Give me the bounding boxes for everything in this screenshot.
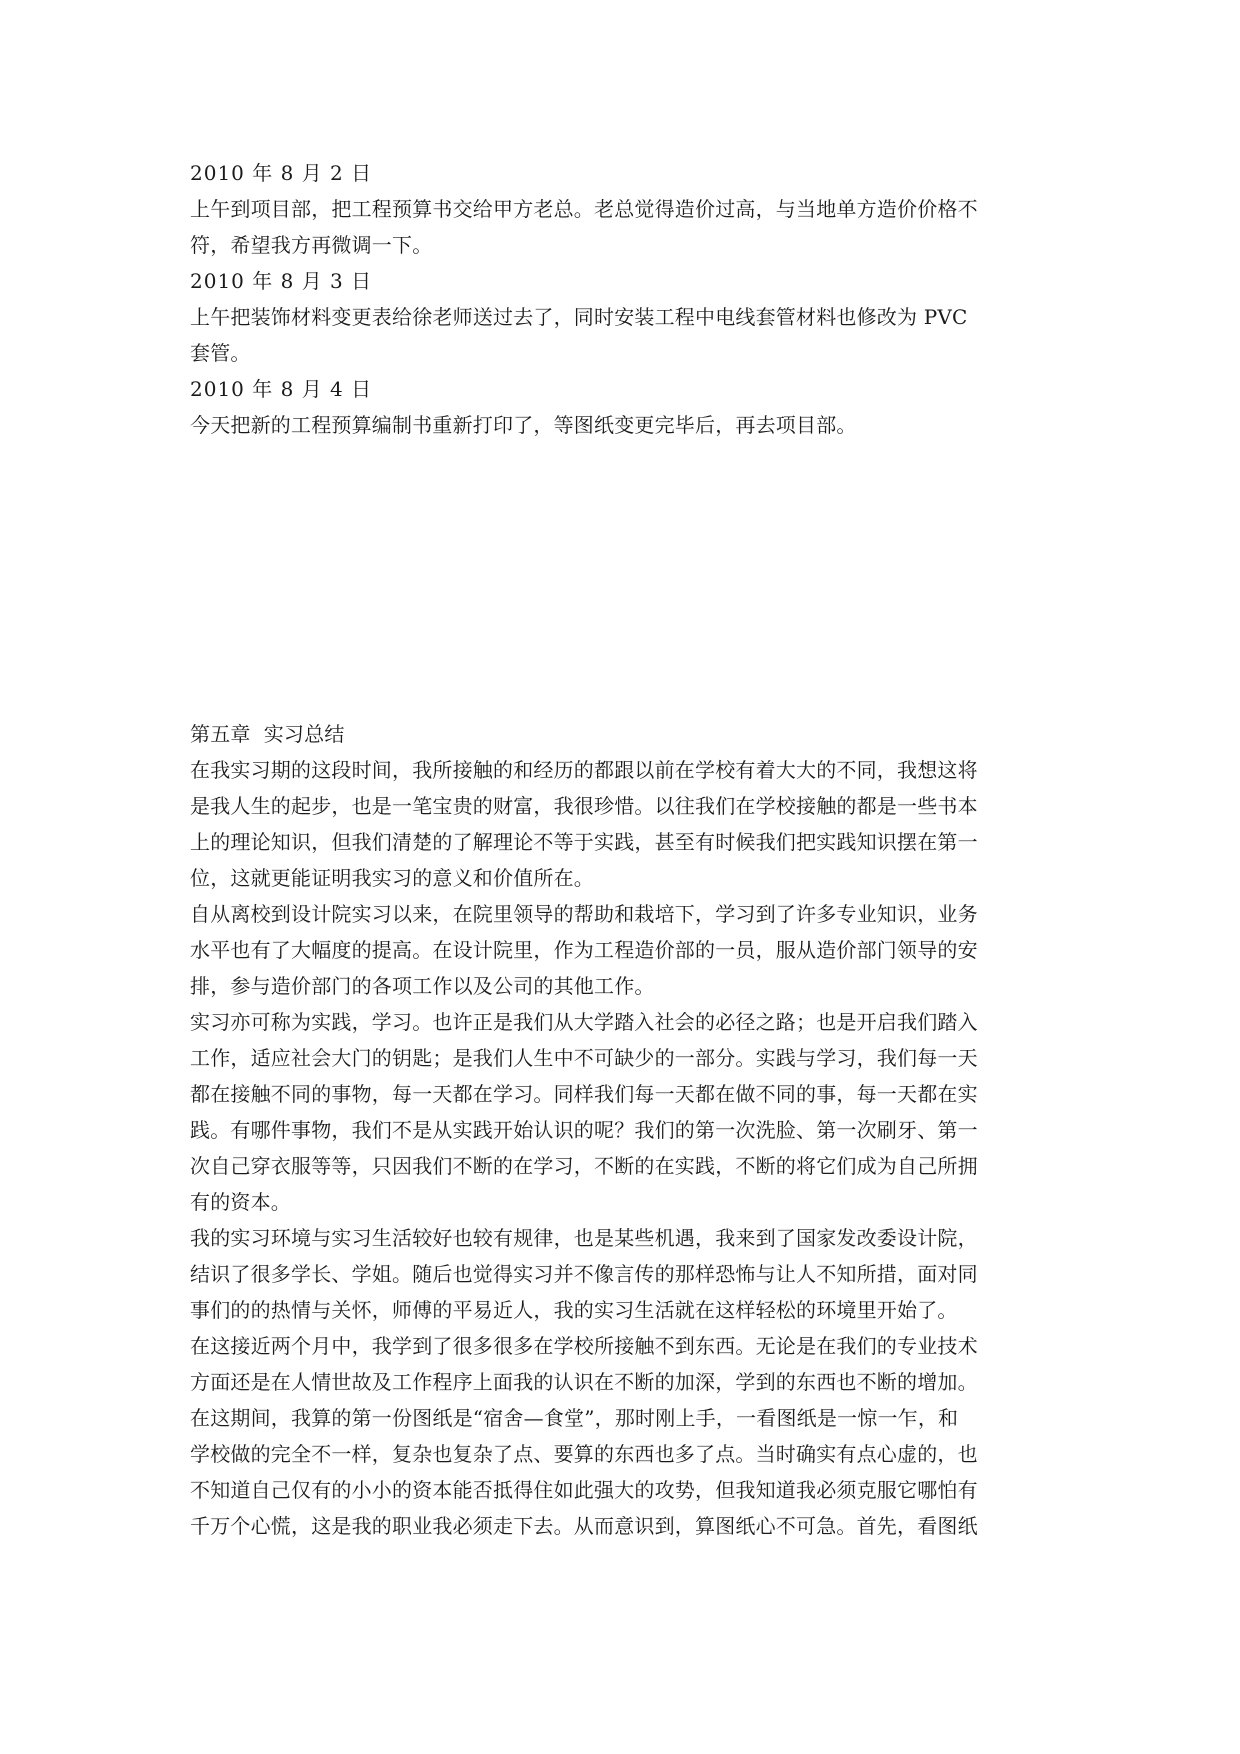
chapter-title: 第五章 实习总结	[190, 722, 345, 746]
paragraph-line: 千万个心慌，这是我的职业我必须走下去。从而意识到，算图纸心不可急。首先，看图纸	[190, 1514, 978, 1538]
paragraph-line: 事们的的热情与关怀，师傅的平易近人，我的实习生活就在这样轻松的环境里开始了。	[190, 1298, 958, 1322]
chapter-section	[190, 716, 1050, 1544]
paragraph-line: 学校做的完全不一样，复杂也复杂了点、要算的东西也多了点。当时确实有点心虚的，也	[190, 1442, 978, 1466]
paragraph-line: 在这期间，我算的第一份图纸是“宿舍—食堂”，那时刚上手，一看图纸是一惊一乍，和	[190, 1406, 959, 1430]
paragraph-line: 工作，适应社会大门的钥匙；是我们人生中不可缺少的一部分。实践与学习，我们每一天	[190, 1046, 978, 1070]
paragraph-line: 有的资本。	[190, 1190, 291, 1214]
paragraph-line: 践。有哪件事物，我们不是从实践开始认识的呢？我们的第一次洗脸、第一次刷牙、第一	[190, 1118, 978, 1142]
diary-date: 2010 年 8 月 4 日	[190, 377, 373, 401]
diary-date: 2010 年 8 月 2 日	[190, 161, 373, 185]
paragraph-line: 我的实习环境与实习生活较好也较有规律，也是某些机遇，我来到了国家发改委设计院，	[190, 1226, 978, 1250]
diary-section	[190, 155, 1050, 443]
diary-text-line: 上午到项目部，把工程预算书交给甲方老总。老总觉得造价过高，与当地单方造价价格不	[190, 197, 978, 221]
paragraph-line: 在我实习期的这段时间，我所接触的和经历的都跟以前在学校有着大大的不同，我想这将	[190, 758, 978, 782]
diary-date: 2010 年 8 月 3 日	[190, 269, 373, 293]
paragraph-line: 水平也有了大幅度的提高。在设计院里，作为工程造价部的一员，服从造价部门领导的安	[190, 938, 978, 962]
paragraph-line: 位，这就更能证明我实习的意义和价值所在。	[190, 866, 594, 890]
paragraph-line: 次自己穿衣服等等，只因我们不断的在学习，不断的在实践，不断的将它们成为自己所拥	[190, 1154, 978, 1178]
diary-text-line: 符，希望我方再微调一下。	[190, 233, 433, 257]
paragraph-line: 在这接近两个月中，我学到了很多很多在学校所接触不到东西。无论是在我们的专业技术	[190, 1334, 978, 1358]
paragraph-line: 方面还是在人情世故及工作程序上面我的认识在不断的加深，学到的东西也不断的增加。	[190, 1370, 978, 1394]
paragraph-line: 自从离校到设计院实习以来，在院里领导的帮助和栽培下，学习到了许多专业知识，业务	[190, 902, 978, 926]
paragraph-line: 是我人生的起步，也是一笔宝贵的财富，我很珍惜。以往我们在学校接触的都是一些书本	[190, 794, 978, 818]
paragraph-line: 都在接触不同的事物，每一天都在学习。同样我们每一天都在做不同的事，每一天都在实	[190, 1082, 978, 1106]
paragraph-line: 上的理论知识，但我们清楚的了解理论不等于实践，甚至有时候我们把实践知识摆在第一	[190, 830, 978, 854]
paragraph-line: 排，参与造价部门的各项工作以及公司的其他工作。	[190, 974, 655, 998]
diary-text-line: 今天把新的工程预算编制书重新打印了，等图纸变更完毕后，再去项目部。	[190, 413, 857, 437]
paragraph-line: 结识了很多学长、学姐。随后也觉得实习并不像言传的那样恐怖与让人不知所措，面对同	[190, 1262, 978, 1286]
paragraph-line: 实习亦可称为实践，学习。也许正是我们从大学踏入社会的必径之路；也是开启我们踏入	[190, 1010, 978, 1034]
diary-text-line: 上午把装饰材料变更表给徐老师送过去了，同时安装工程中电线套管材料也修改为 PVC	[190, 305, 968, 329]
diary-text-line: 套管。	[190, 341, 251, 365]
paragraph-line: 不知道自己仅有的小小的资本能否抵得住如此强大的攻势，但我知道我必须克服它哪怕有	[190, 1478, 978, 1502]
